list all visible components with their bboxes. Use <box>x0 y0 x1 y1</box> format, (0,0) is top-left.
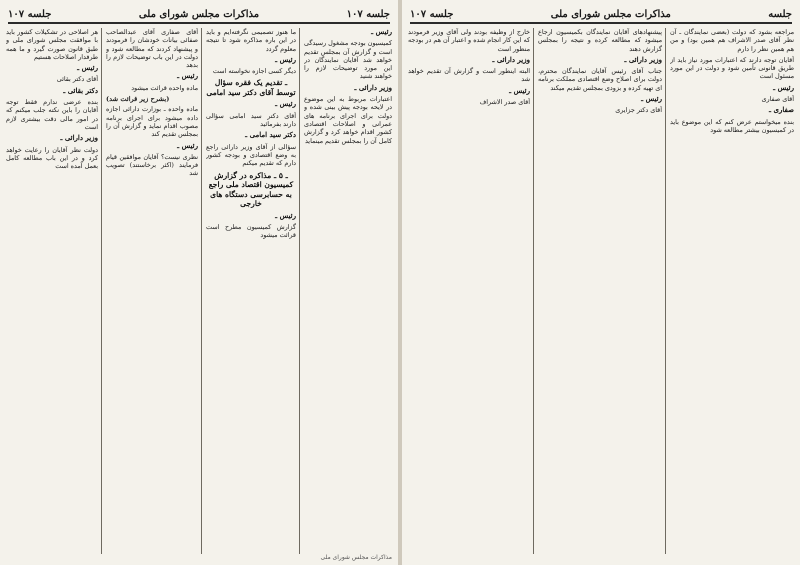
text-paragraph: آقای دکتر سید امامی سؤالی دارند بفرمائید <box>206 111 296 129</box>
left-column-3 <box>106 28 198 554</box>
speaker-name: رئیس ـ <box>371 28 392 36</box>
left-column-4 <box>6 28 98 554</box>
left-page-footer: مذاکرات مجلس شورای ملی <box>320 554 392 561</box>
text-paragraph: آقای صفاری <box>761 95 794 104</box>
text-paragraph: نظری نیست؟ آقایان موافقین قیام فرمایند (اکثر برخاستند) تصویب شد <box>106 152 198 178</box>
text-paragraph: بنده عرضی ندارم فقط توجه آقایان را باین نکته جلب میکنم که در امور مالی دقت بیشتری لازم است <box>6 98 98 131</box>
left-page <box>0 0 399 565</box>
speaker-name: رئیس ـ <box>641 94 662 104</box>
text-paragraph: کمیسیون بودجه مشغول رسیدگی است و گزارش آن بمجلس تقدیم خواهد شد آقایان نمایندگان در این مورد توضیحات لازم را خواهند شنید <box>304 39 392 81</box>
text-paragraph: پیشنهادهای آقایان نمایندگان بکمیسیون ارجاع میشود که مطالعه کرده و نتیجه را بمجلس گزارش دهند <box>538 28 662 53</box>
speaker-name: وزیر دارائی ـ <box>492 54 530 64</box>
text-paragraph: خارج از وظیفه بودند ولی آقای وزیر فرمودند که این کار انجام شده و اعتبار آن هم در بودجه منظور است <box>408 28 530 53</box>
text-paragraph: البته اینطور است و گزارش آن تقدیم خواهد شد <box>408 67 530 84</box>
right-column-2 <box>538 28 662 554</box>
speaker-name: دکتر بقائی ـ <box>63 85 98 95</box>
speaker-name: صفاری ـ <box>769 105 794 115</box>
text-paragraph: ما هنوز تصمیمی نگرفته‌ایم و باید در این باره مذاکره شود تا نتیجه معلوم گردد <box>206 28 296 53</box>
column-rule <box>533 28 534 554</box>
text-paragraph: آقای صدر الاشراف <box>479 98 530 107</box>
text-paragraph: ماده واحده ـ بوزارت دارائی اجازه داده میشود برای اجرای برنامه مصوب اقدام نماید و گزارش آن را بمجلس تقدیم کند <box>106 105 198 139</box>
speaker-name: رئیس ـ <box>275 99 296 109</box>
text-paragraph: جناب آقای رئیس آقایان نمایندگان محترم، دولت برای اصلاح وضع اقتصادی مملکت برنامه ای تهیه کرده و بزودی بمجلس تقدیم میکند <box>538 67 662 92</box>
right-page-header <box>410 6 792 24</box>
left-page-session: جلسه ۱۰۷ <box>8 8 52 20</box>
speaker-name: رئیس ـ <box>509 85 530 95</box>
text-paragraph: هر اصلاحی در تشکیلات کشور باید با موافقت مجلس شورای ملی و طبق قانون صورت گیرد و ما همه طرفدار اصلاحات هستیم <box>6 28 98 61</box>
column-rule <box>201 28 202 554</box>
speaker-name: رئیس ـ <box>275 54 296 64</box>
text-paragraph: دولت نظر آقایان را رعایت خواهد کرد و در این باب مطالعه کامل بعمل آمده است <box>6 145 98 171</box>
right-page-title: مذاکرات مجلس شورای ملی <box>550 8 671 20</box>
text-paragraph: آقای صفاری آقای عبدالصاحب صفائی بیانات خودشان را فرمودند و پیشنهاد کردند که مطالعه شود و دولت در این باب توضیحات لازم را بدهد <box>106 28 198 70</box>
right-page-session: جلسه ۱۰۷ <box>410 8 454 20</box>
left-page-header <box>8 6 390 24</box>
speaker-name: وزیر دارائی ـ <box>624 54 662 64</box>
text-paragraph: بنده میخواستم عرض کنم که این موضوع باید در کمیسیون بیشتر مطالعه شود <box>670 117 794 134</box>
right-column-1 <box>670 28 794 554</box>
column-rule <box>665 28 666 554</box>
left-column-2 <box>206 28 296 554</box>
right-page <box>402 0 800 565</box>
column-rule <box>101 28 102 554</box>
speaker-name: وزیر دارائی ـ <box>354 82 392 92</box>
text-paragraph: آقایان توجه دارند که اعتبارات مورد نیاز باید از طریق قانونی تأمین شود و دولت در این مورد مسئول است <box>670 55 794 81</box>
left-column-1 <box>304 28 392 554</box>
text-paragraph: سؤالی از آقای وزیر دارائی راجع به وضع اقتصادی و بودجه کشور دارم که تقدیم میکنم <box>206 142 296 168</box>
speaker-name: رئیس ـ <box>77 63 98 73</box>
text-paragraph: آقای دکتر جزایری <box>615 106 662 115</box>
text-paragraph: دیگر کسی اجازه نخواسته است <box>212 67 296 76</box>
column-rule <box>299 28 300 554</box>
text-paragraph: آقای دکتر بقائی <box>56 75 98 84</box>
speaker-name: رئیس ـ <box>177 71 198 81</box>
speaker-name: رئیس ـ <box>275 210 296 220</box>
left-page-title: مذاکرات مجلس شورای ملی <box>138 8 260 20</box>
section-heading: ـ ۵ ـ مذاکره در گزارش کمیسیون اقتصاد ملی راجع به حسابرسی دستگاه های خارجی <box>208 170 294 209</box>
speaker-name: رئیس ـ <box>177 140 198 150</box>
text-paragraph: مراجعه بشود که دولت (بعضی نمایندگان ـ آن نظر آقای صدر الاشراف هم همین بود) و من هم همین نظر را دارم <box>670 28 794 53</box>
right-page-label: جلسه <box>768 8 792 20</box>
text-paragraph: (بشرح زیر قرائت شد) <box>106 95 170 104</box>
left-page-label: جلسه ۱۰۷ <box>346 8 390 20</box>
text-paragraph: گزارش کمیسیون مطرح است قرائت میشود <box>206 222 296 240</box>
section-heading: ـ تقدیم یک فقره سؤال توسط آقای دکتر سید امامی <box>206 78 296 97</box>
right-column-3 <box>408 28 530 554</box>
speaker-name: رئیس ـ <box>773 82 794 92</box>
text-paragraph: اعتبارات مربوط به این موضوع در لایحه بودجه پیش بینی شده و دولت برای اجرای برنامه های عمرانی و اصلاحات اقتصادی کشور اقدام خواهد کرد و گزارش کامل آن را بمجلس تقدیم مینماید <box>304 95 392 145</box>
speaker-name: وزیر دارائی ـ <box>60 133 98 143</box>
text-paragraph: ماده واحده قرائت میشود <box>131 83 198 92</box>
speaker-name: دکتر سید امامی ـ <box>245 130 296 140</box>
